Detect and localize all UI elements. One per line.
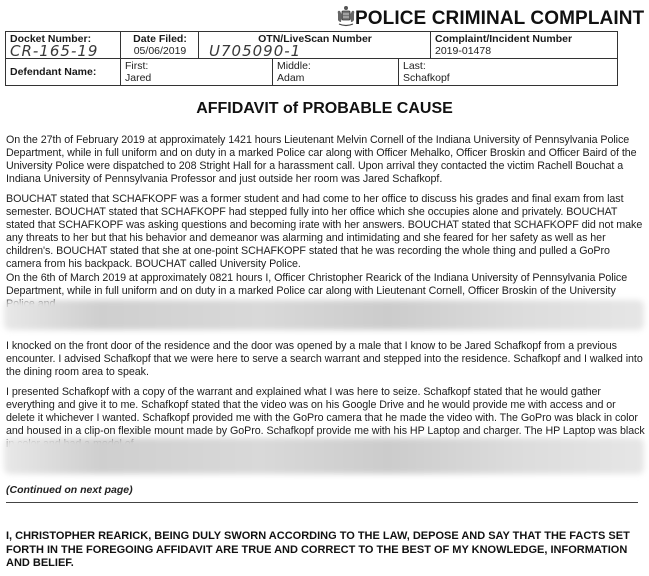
middle-name-label: Middle: [277, 60, 311, 72]
otn-cell [199, 32, 431, 59]
complaint-header-table [5, 31, 618, 86]
date-filed-value: 05/06/2019 [133, 45, 187, 57]
pennsylvania-coat-of-arms-icon [336, 5, 356, 27]
document-title: POLICE CRIMINAL COMPLAINT [355, 8, 645, 29]
affidavit-paragraph: BOUCHAT stated that SCHAFKOPF was a former student and had come to her office to discuss his grades and final exam from last semester. BOUCHAT stated that SCHAFKOPF had stepped fully into her office which she occupies alone and privately. BOUCHAT stated that SCHAFKOPF was asking questions and becoming irate with her answers. BOUCHAT stated that SCHAFKOPF did not make any threats to her but that his behavior and demeanor was alarming and intimidating and she feared for her safety as well as her children's. BOUCHAT stated that she at one-point SCHAFKOPF stated that he was recording the whole thing and pulled a GoPro camera from his backpack. BOUCHAT called University Police. [6, 193, 643, 270]
date-filed-cell [121, 32, 199, 59]
continued-note: (Continued on next page) [6, 484, 133, 496]
first-name-label: First: [125, 60, 149, 72]
docket-number-value: CR-165-19 [10, 42, 99, 60]
affidavit-paragraph: On the 27th of February 2019 at approximately 1421 hours Lieutenant Melvin Cornell of the Indiana University of Pennsylvania Police Department, while in full uniform and on duty in a marked Police car along with Officer Mehalko, Officer Broskin and Officer Baird of the University Police were dispatched to 208 Stright Hall for a harassment call. Upon arrival they contacted the victim Rachell Bouchat a Indiana University of Pennsylvania Professor and just outside her room was Jared Schafkopf. [6, 134, 637, 185]
otn-value: U705090-1 [209, 42, 302, 60]
otn-label: OTN/LiveScan Number [258, 33, 372, 45]
affidavit-title: AFFIDAVIT of PROBABLE CAUSE [196, 100, 453, 117]
case-info-row [6, 32, 618, 59]
last-name-value: Schafkopf [403, 72, 450, 84]
last-name-label: Last: [403, 60, 426, 72]
complaint-number-cell [431, 32, 618, 59]
date-filed-label: Date Filed: [133, 33, 187, 45]
affidavit-paragraph: I knocked on the front door of the residence and the door was opened by a male that I know to be Jared Schafkopf from a previous encounter. I advised Schafkopf that we were here to serve a search warrant and stepped into the residence. Schafkopf and I walked into the dining room area to speak. [6, 340, 643, 378]
affidavit-paragraph: On the 6th of March 2019 at approximately 0821 hours I, Officer Christopher Rearick of the Indiana University of Pennsylvania Police Department, while in full uniform and on duty in a marked Police car along with Lieutenant Cornell, Officer Broskin of the University [6, 272, 628, 297]
complaint-number-label: Complaint/Incident Number [435, 33, 573, 45]
middle-name-cell [273, 59, 399, 86]
defendant-name-label: Defendant Name: [6, 59, 121, 86]
first-name-cell [121, 59, 273, 86]
docket-number-label: Docket Number: [10, 33, 92, 45]
defendant-row [6, 59, 618, 86]
complaint-number-value: 2019-01478 [435, 45, 492, 57]
oath-statement: I, CHRISTOPHER REARICK, BEING DULY SWORN ACCORDING TO THE LAW, DEPOSE AND SAY THAT THE FACTS SET FORTH IN THE FOREGOING AFFIDAVIT ARE TRUE AND CORRECT TO THE BEST OF MY KNOWLEDGE, INFORMATION AND BELIEF. [6, 530, 630, 569]
affidavit-paragraph: I presented Schafkopf with a copy of the warrant and explained what I was here to seize. Schafkopf stated that he would gather everything and give it to me. Schafkopf stated that the video was on his Google Drive and he would provide me with access and or delete it whichever I wanted. Schafkopf provided me with the GoPro camera that he made the video with. The GoPro was black in color and housed in a clip-on flexible mount made by GoPro. Schafkopf provide me with his HP Laptop and charger. The HP Laptop was black [6, 386, 645, 437]
last-name-cell [399, 59, 618, 86]
redacted-region [4, 438, 644, 474]
docket-number-cell [6, 32, 121, 59]
divider [6, 502, 638, 503]
middle-name-value: Adam [277, 72, 305, 84]
redacted-region [4, 300, 644, 330]
first-name-value: Jared [125, 72, 152, 84]
